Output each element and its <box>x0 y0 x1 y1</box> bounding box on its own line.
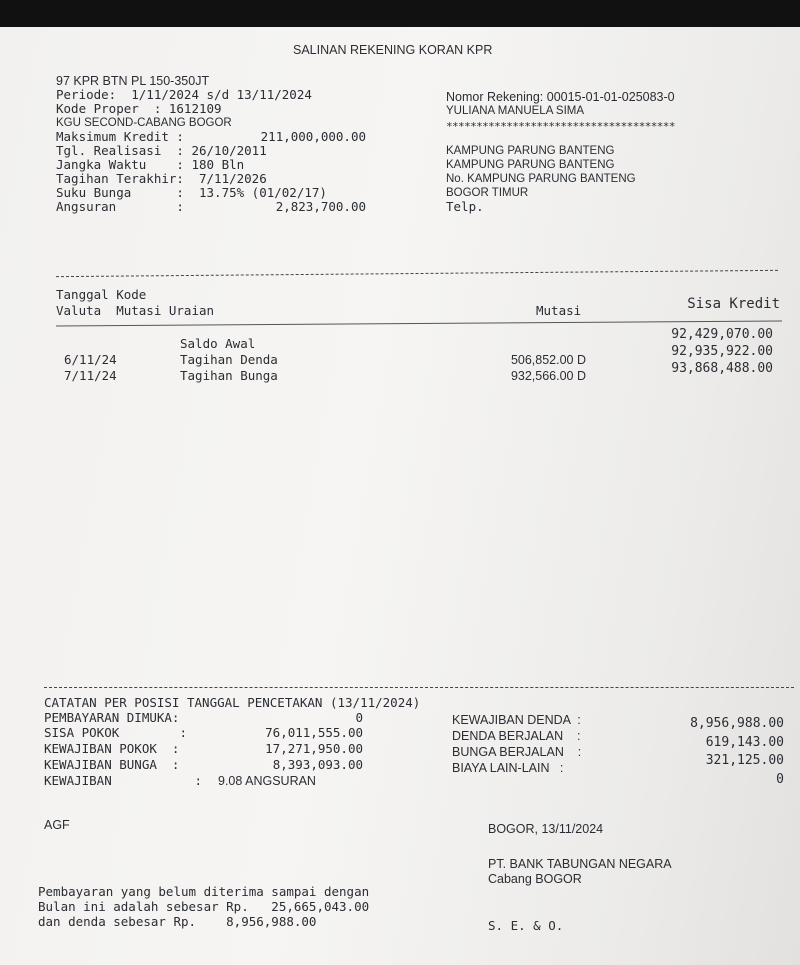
bank-cabang: Cabang BOGOR <box>488 872 582 886</box>
catatan-left-label: KEWAJIBAN BUNGA : <box>44 757 180 772</box>
catatan-heading: CATATAN PER POSISI TANGGAL PENCETAKAN (13/11/2024) <box>44 695 421 710</box>
catatan-right-value: 8,956,988.00 <box>690 716 784 731</box>
row-uraian: Saldo Awal <box>180 336 256 351</box>
row-uraian: Tagihan Denda <box>180 352 278 367</box>
product-line: 97 KPR BTN PL 150-350JT <box>56 74 210 88</box>
kode-proper: Kode Proper : 1612109 <box>56 101 222 116</box>
row-sisa: 93,868,488.00 <box>671 361 773 376</box>
tgl-realisasi: Tgl. Realisasi : 26/10/2011 <box>56 143 267 158</box>
row-mutasi: 506,852.00 D <box>510 353 586 367</box>
catatan-right-value: 619,143.00 <box>705 735 784 750</box>
kewajiban-label: KEWAJIBAN : <box>44 773 203 788</box>
agf-code: AGF <box>44 818 70 832</box>
table-header-rule <box>56 320 782 326</box>
row-sisa: 92,935,922.00 <box>671 344 773 359</box>
kgu-cabang: KGU SECOND-CABANG BOGOR <box>56 117 232 129</box>
nomor-rekening: Nomor Rekening: 00015-01-01-025083-0 <box>446 90 675 104</box>
row-tanggal: 7/11/24 <box>64 368 117 383</box>
statement-paper <box>0 27 800 965</box>
row-mutasi: 932,566.00 D <box>510 369 586 383</box>
bank-name: PT. BANK TABUNGAN NEGARA <box>488 857 672 871</box>
telp: Telp. <box>446 199 484 214</box>
catatan-divider <box>44 687 794 688</box>
jangka-waktu: Jangka Waktu : 180 Bln <box>56 157 245 172</box>
catatan-right-label: DENDA BERJALAN : <box>452 729 581 743</box>
kewajiban-value: 9.08 ANGSURAN <box>218 774 316 788</box>
address-line-3: No. KAMPUNG PARUNG BANTENG <box>446 173 636 185</box>
payment-note-line-2: Bulan ini adalah sebesar Rp. 25,665,043.00 <box>38 899 370 914</box>
catatan-left-value: 0 <box>355 710 363 725</box>
catatan-left-label: SISA POKOK : <box>44 725 187 740</box>
address-line-4: BOGOR TIMUR <box>446 187 529 199</box>
periode: Periode: 1/11/2024 s/d 13/11/2024 <box>56 87 312 102</box>
account-holder-name: YULIANA MANUELA SIMA <box>446 105 585 117</box>
catatan-right-label: BUNGA BERJALAN : <box>452 745 582 759</box>
catatan-left-label: KEWAJIBAN POKOK : <box>44 741 180 756</box>
masked-stars: ************************************** <box>446 120 675 133</box>
column-sisa-kredit: Sisa Kredit <box>687 296 780 312</box>
catatan-left-value: 17,271,950.00 <box>265 741 363 756</box>
catatan-right-value: 321,125.00 <box>705 753 784 768</box>
payment-note-line-3: dan denda sebesar Rp. 8,956,988.00 <box>38 914 317 929</box>
catatan-right-label: BIAYA LAIN-LAIN : <box>452 761 564 775</box>
suku-bunga: Suku Bunga : 13.75% (01/02/17) <box>56 185 327 200</box>
angsuran-label: Angsuran : <box>56 199 184 214</box>
column-mutasi: Mutasi <box>536 303 582 318</box>
row-uraian: Tagihan Bunga <box>180 368 278 383</box>
seo-mark: S. E. & O. <box>488 918 564 933</box>
row-sisa: 92,429,070.00 <box>671 327 773 342</box>
place-date: BOGOR, 13/11/2024 <box>488 822 604 836</box>
table-header-line-1: Tanggal Kode <box>56 287 147 302</box>
maksimum-kredit-value: 211,000,000.00 <box>260 129 366 144</box>
catatan-left-value: 8,393,093.00 <box>272 757 363 772</box>
catatan-right-label: KEWAJIBAN DENDA : <box>452 713 581 727</box>
payment-note-line-1: Pembayaran yang belum diterima sampai dengan <box>38 884 370 899</box>
angsuran-value: 2,823,700.00 <box>275 199 366 214</box>
document-title: SALINAN REKENING KORAN KPR <box>293 43 493 57</box>
maksimum-kredit-label: Maksimum Kredit : <box>56 129 184 144</box>
catatan-left-label: PEMBAYARAN DIMUKA: <box>44 710 180 725</box>
row-tanggal: 6/11/24 <box>64 352 117 367</box>
table-header-line-2: Valuta Mutasi Uraian <box>56 303 215 318</box>
tagihan-terakhir: Tagihan Terakhir: 7/11/2026 <box>56 171 267 186</box>
header-divider <box>56 270 778 277</box>
address-line-2: KAMPUNG PARUNG BANTENG <box>446 159 615 171</box>
catatan-right-value: 0 <box>776 772 784 787</box>
catatan-left-value: 76,011,555.00 <box>265 725 363 740</box>
address-line-1: KAMPUNG PARUNG BANTENG <box>446 145 615 157</box>
